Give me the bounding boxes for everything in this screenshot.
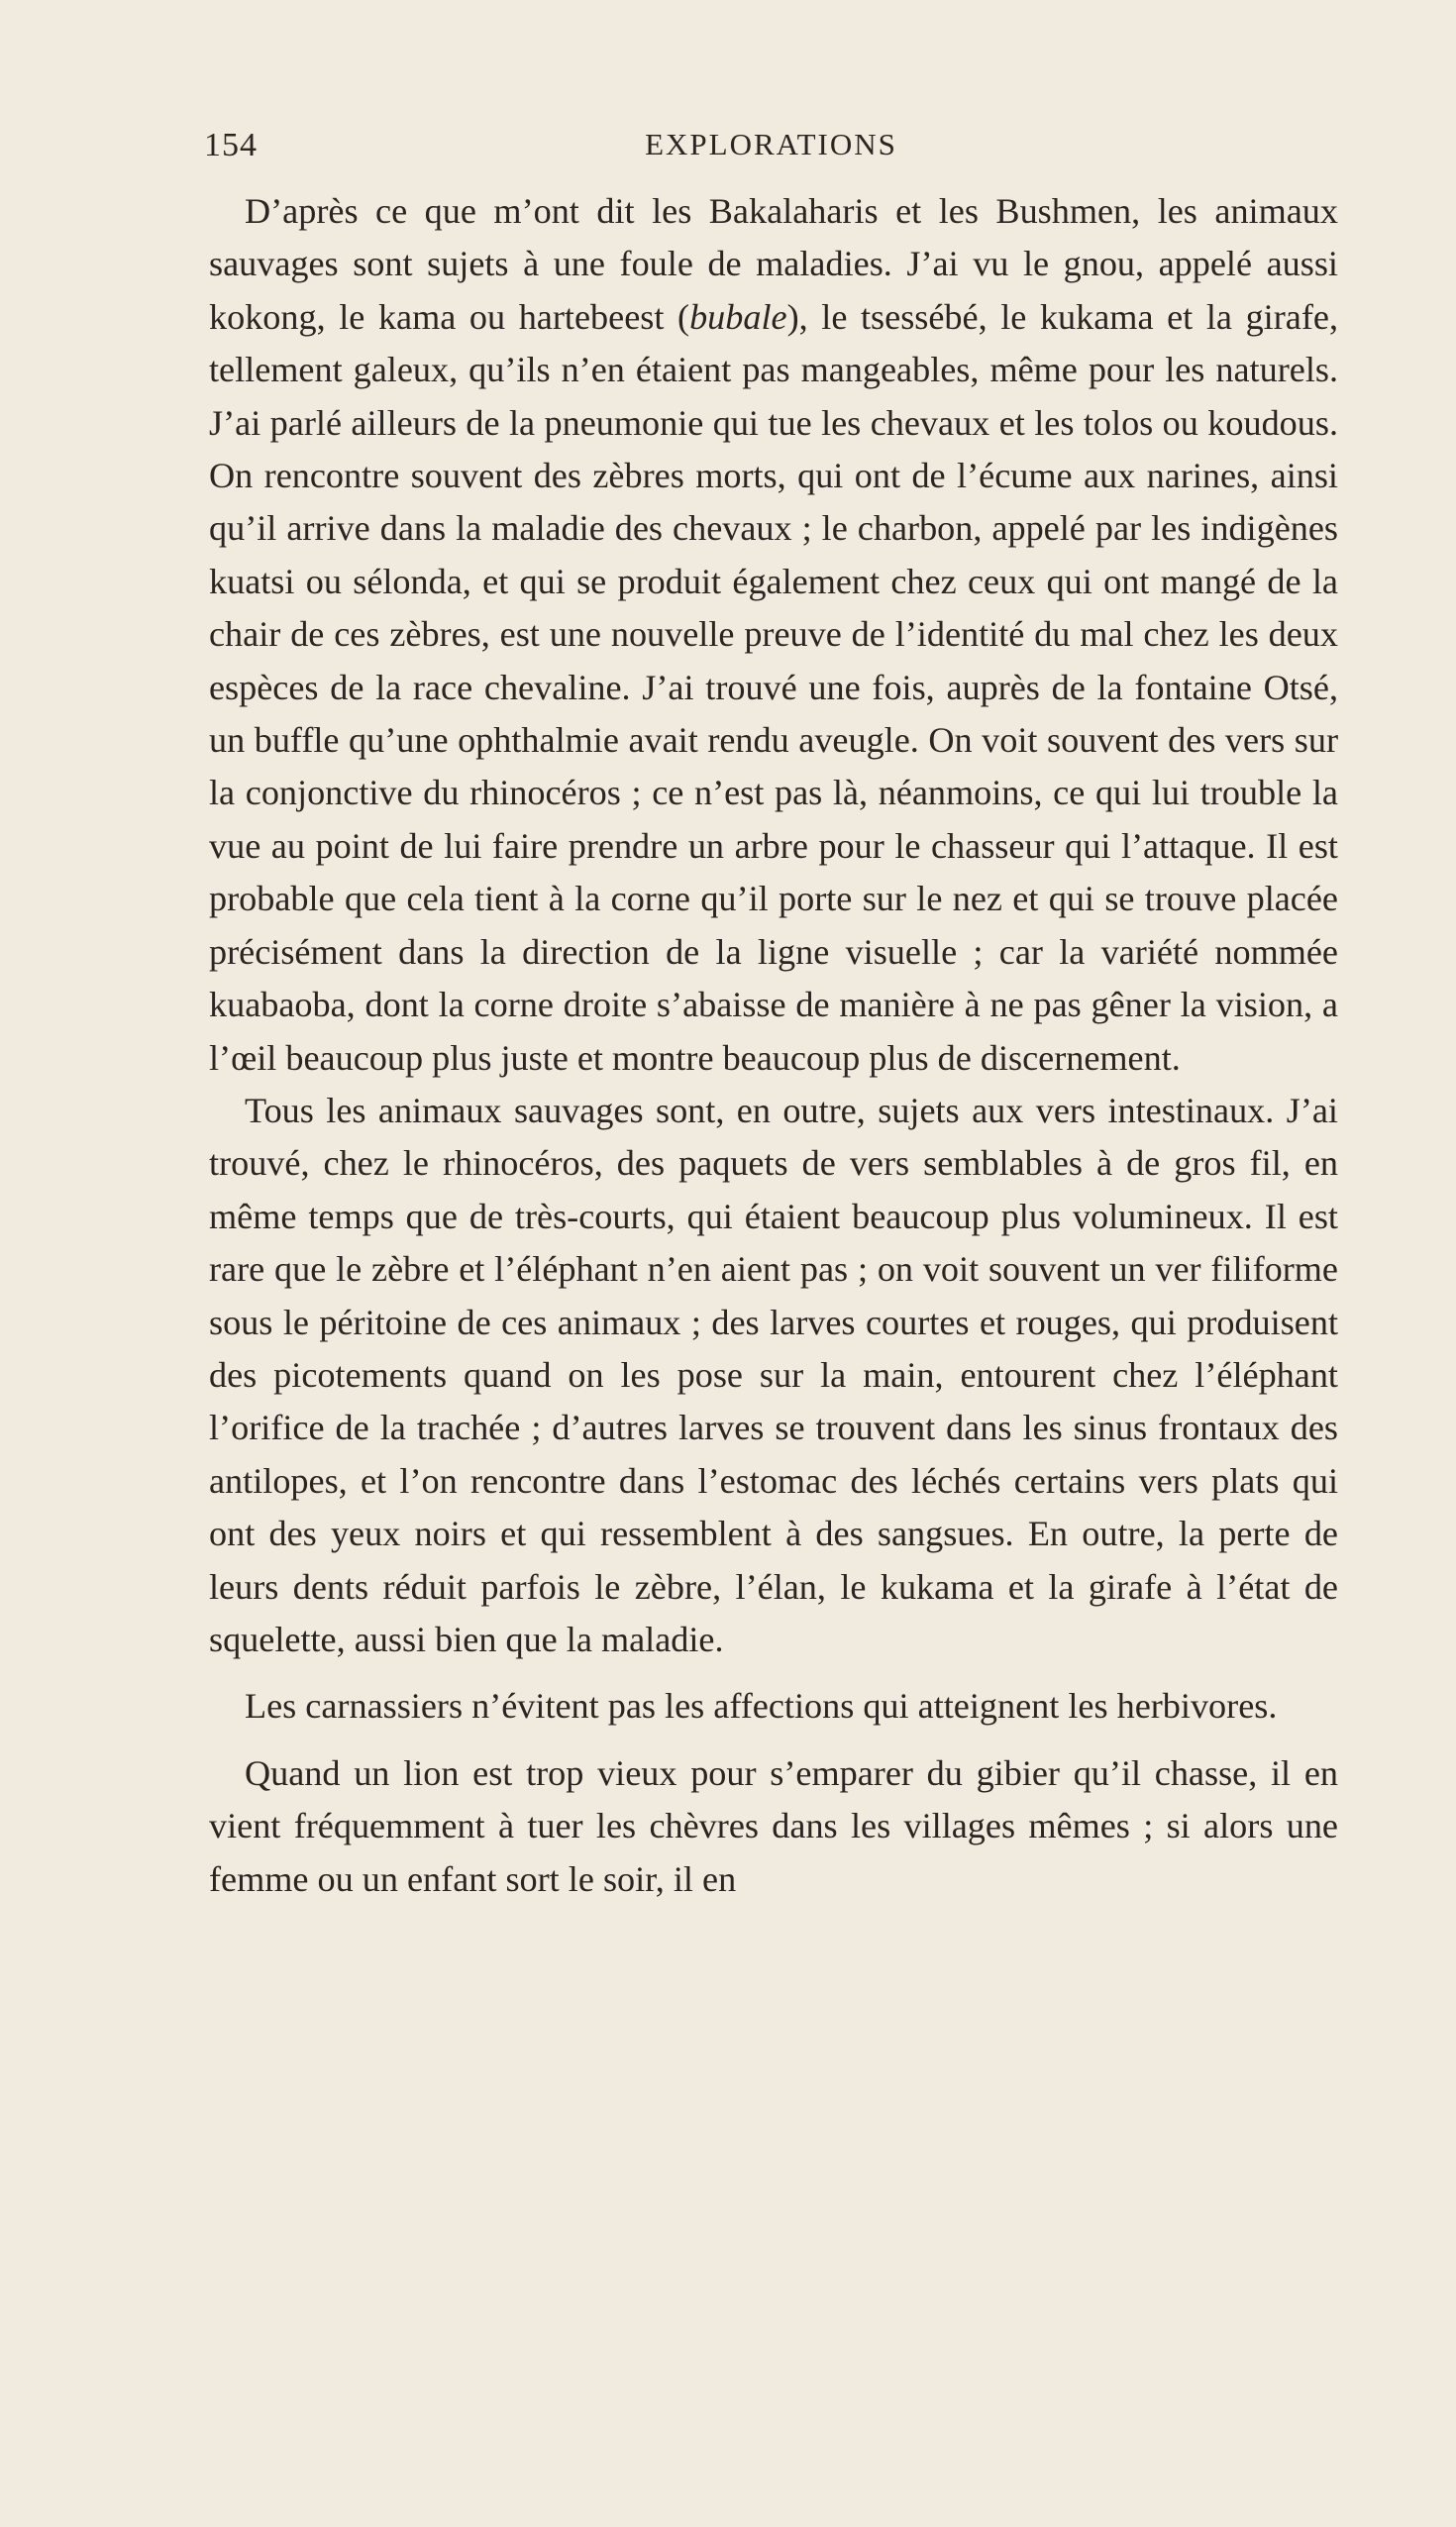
paragraph-carnivores: Les carnassiers n’évitent pas les affections qui atteignent les herbivores.: [245, 1686, 1278, 1727]
paragraph-diseases: [209, 185, 1338, 1085]
paragraph-old-lion: Quand un lion est trop vieux pour s’emparer du gibier qu’il chasse, il en vient fréquemment à tuer les chèvres dans les villages mêmes ; si alors une femme ou un enfant sort le soir, il en: [209, 1752, 1338, 1899]
running-head: EXPLORATIONS: [645, 127, 897, 161]
page-header: [204, 127, 1338, 176]
text-body: [209, 185, 1338, 1906]
paragraph-diseases-text-start: D’après ce que m’ont dit les Bakalaharis et les Bushmen, les animaux sauvages sont sujets à une foule de maladies. J’ai vu le gnou, appelé aussi kokong, le kama ou hartebeest (: [209, 191, 1338, 337]
paragraph-intestinal-worms: Tous les animaux sauvages sont, en outre, sujets aux vers intestinaux. J’ai trouvé, chez le rhinocéros, des paquets de vers semblables à de gros fil, en même temps que de très-courts, qui étaient beaucoup plus volumineux. Il est rare que le zèbre et l’éléphant n’en aient pas ; on voit souvent un ver filiforme sous le péritoine de ces animaux ; des larves courtes et rouges, qui produisent des picotements quand on les pose sur la main, entourent chez l’éléphant l’orifice de la trachée ; d’autres larves se trouvent dans les sinus frontaux des antilopes, et l’on rencontre dans l’estomac des léchés certains vers plats qui ont des yeux noirs et qui ressemblent à des sangsues. En outre, la perte de leurs dents réduit parfois le zèbre, l’élan, le kukama et la girafe à l’état de squelette, aussi bien que la maladie.: [209, 1090, 1338, 1659]
italic-term-bubale: bubale: [689, 296, 787, 337]
page-number: 154: [204, 127, 258, 163]
paragraph-diseases-text-end: ), le tsessébé, le kukama et la girafe, tellement galeux, qu’ils n’en étaient pas mangeables, même pour les naturels. J’ai parlé ailleurs de la pneumonie qui tue les chevaux et les tolos ou koudous. On rencontre souvent des zèbres morts, qui ont de l’écume aux narines, ainsi qu’il arrive dans la maladie des chevaux ; le charbon, appelé par les indigènes kuatsi ou sélonda, et qui se produit également chez ceux qui ont mangé de la chair de ces zèbres, est une nouvelle preuve de l’identité du mal chez les deux espèces de la race chevaline. J’ai trouvé une fois, auprès de la fontaine Otsé, un buffle qu’une ophthalmie avait rendu aveugle. On voit souvent des vers sur la conjonctive du rhinocéros ; ce n’est pas là, néanmoins, ce qui lui trouble la vue au point de lui faire prendre un arbre pour le chasseur qui l’attaque. Il est probable que cela tient à la corne qu’il porte sur le nez et qui se trouve placée précisément dans la direction de la ligne visuelle ; car la variété nommée kuabaoba, dont la corne droite s’abaisse de manière à ne pas gêner la vision, a l’œil beaucoup plus juste et montre beaucoup plus de discernement.: [209, 296, 1338, 1078]
